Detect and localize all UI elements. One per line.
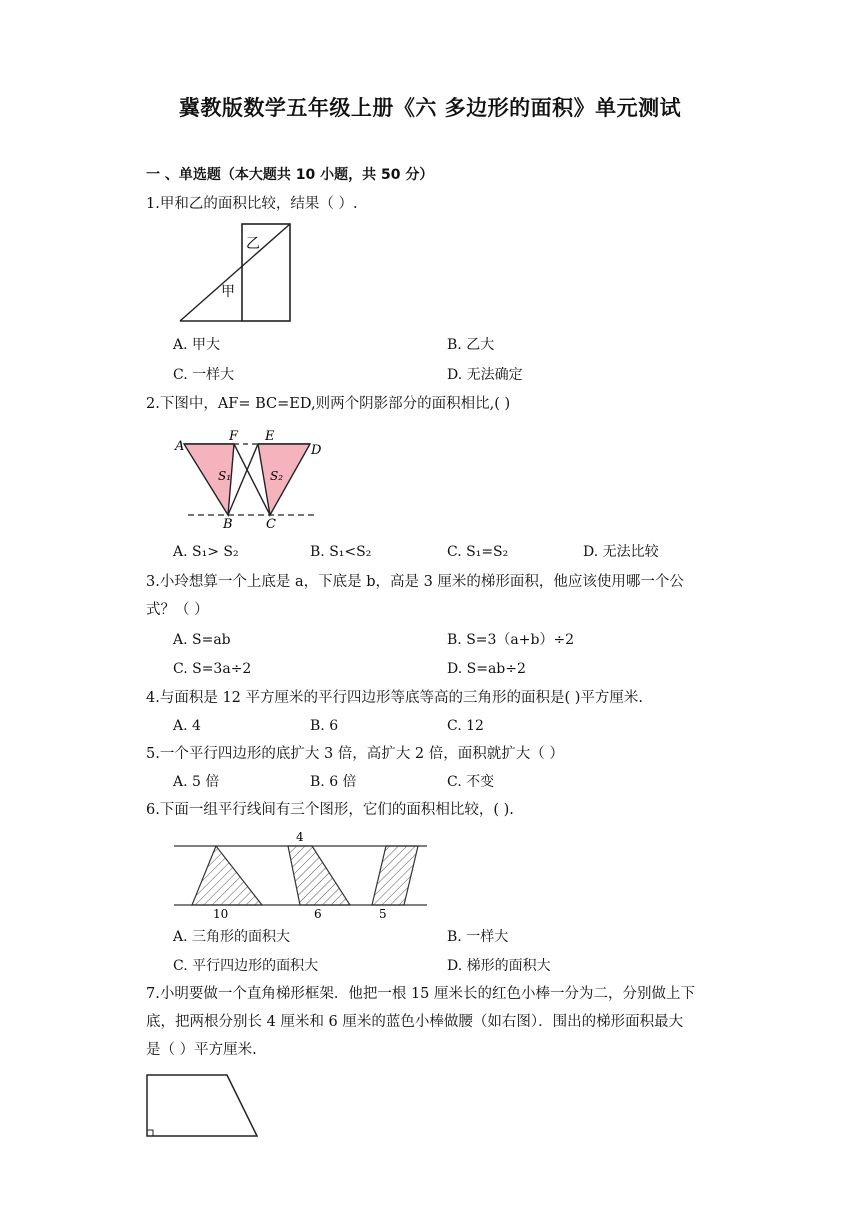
q2-option-a[interactable]: A. S₁> S₂ <box>173 544 239 560</box>
q2-option-b[interactable]: B. S₁<S₂ <box>310 544 372 560</box>
label-a: A <box>175 439 185 454</box>
question-7-stem-line-3: 是（ ）平方厘米. <box>146 1042 257 1058</box>
q4-option-c[interactable]: C. 12 <box>447 718 484 734</box>
label-d: D <box>311 443 322 458</box>
q1-option-a[interactable]: A. 甲大 <box>173 337 221 353</box>
q3-option-b[interactable]: B. S=3（a+b）÷2 <box>447 632 575 648</box>
label-bottom-5: 5 <box>379 907 387 921</box>
question-1-figure <box>170 222 300 326</box>
question-6-figure <box>172 826 432 922</box>
label-f: F <box>229 429 239 444</box>
question-7-stem-line-1: 7.小明要做一个直角梯形框架．他把一根 15 厘米长的红色小棒一分为二，分别做上下 <box>146 986 696 1002</box>
section-heading: 一 、单选题（本大题共 10 小题，共 50 分） <box>146 167 434 183</box>
q4-option-a[interactable]: A. 4 <box>173 718 201 734</box>
label-s1: S₁ <box>218 469 232 483</box>
q6-option-a[interactable]: A. 三角形的面积大 <box>173 929 291 945</box>
q5-option-b[interactable]: B. 6 倍 <box>310 774 357 790</box>
q3-option-a[interactable]: A. S=ab <box>173 632 231 648</box>
q1-option-c[interactable]: C. 一样大 <box>173 367 235 383</box>
q4-option-b[interactable]: B. 6 <box>310 718 339 734</box>
q6-option-c[interactable]: C. 平行四边形的面积大 <box>173 958 319 974</box>
q3-option-d[interactable]: D. S=ab÷2 <box>447 661 526 677</box>
right-angle-mark <box>147 1130 153 1136</box>
trapezoid-shape <box>288 846 350 905</box>
label-e: E <box>265 429 275 444</box>
q5-option-c[interactable]: C. 不变 <box>447 774 495 790</box>
label-jia: 甲 <box>221 284 235 300</box>
diagonal-line <box>180 224 290 321</box>
label-c: C <box>266 517 276 532</box>
page-title: 冀教版数学五年级上册《六 多边形的面积》单元测试 <box>178 96 682 120</box>
parallelogram-shape <box>372 846 418 905</box>
question-4-stem: 4.与面积是 12 平方厘米的平行四边形等底等高的三角形的面积是( )平方厘米. <box>146 690 644 706</box>
question-1-stem: 1.甲和乙的面积比较，结果（ ）. <box>146 196 358 212</box>
label-s2: S₂ <box>270 469 284 483</box>
q5-option-a[interactable]: A. 5 倍 <box>173 774 220 790</box>
right-trapezoid-shape <box>147 1075 257 1136</box>
question-2-stem: 2.下图中，AF= BC=ED,则两个阴影部分的面积相比,( ) <box>146 396 511 412</box>
q6-option-d[interactable]: D. 梯形的面积大 <box>447 958 551 974</box>
label-bottom-10: 10 <box>213 907 229 921</box>
q2-option-d[interactable]: D. 无法比较 <box>583 544 659 560</box>
question-5-stem: 5.一个平行四边形的底扩大 3 倍，高扩大 2 倍，面积就扩大（ ） <box>146 746 564 762</box>
question-3-stem-line-2: 式？（ ） <box>146 602 209 618</box>
label-top-4: 4 <box>296 830 304 844</box>
q1-option-b[interactable]: B. 乙大 <box>447 337 495 353</box>
triangle-shape <box>192 846 262 905</box>
shape-s2 <box>258 444 310 515</box>
q2-option-c[interactable]: C. S₁=S₂ <box>447 544 509 560</box>
q1-option-d[interactable]: D. 无法确定 <box>447 367 523 383</box>
question-7-figure <box>144 1072 264 1142</box>
label-yi: 乙 <box>246 236 260 252</box>
q3-option-c[interactable]: C. S=3a÷2 <box>173 661 252 677</box>
question-2-figure <box>170 424 330 534</box>
question-3-stem-line-1: 3.小玲想算一个上底是 a，下底是 b，高是 3 厘米的梯形面积，他应该使用哪一个公 <box>146 574 684 590</box>
question-6-stem: 6.下面一组平行线间有三个图形，它们的面积相比较，( ). <box>146 802 514 818</box>
label-b: B <box>223 517 233 532</box>
q6-option-b[interactable]: B. 一样大 <box>447 929 509 945</box>
label-bottom-6: 6 <box>314 907 322 921</box>
question-7-stem-line-2: 底，把两根分别长 4 厘米和 6 厘米的蓝色小棒做腰（如右图）．围出的梯形面积最大 <box>146 1014 684 1030</box>
